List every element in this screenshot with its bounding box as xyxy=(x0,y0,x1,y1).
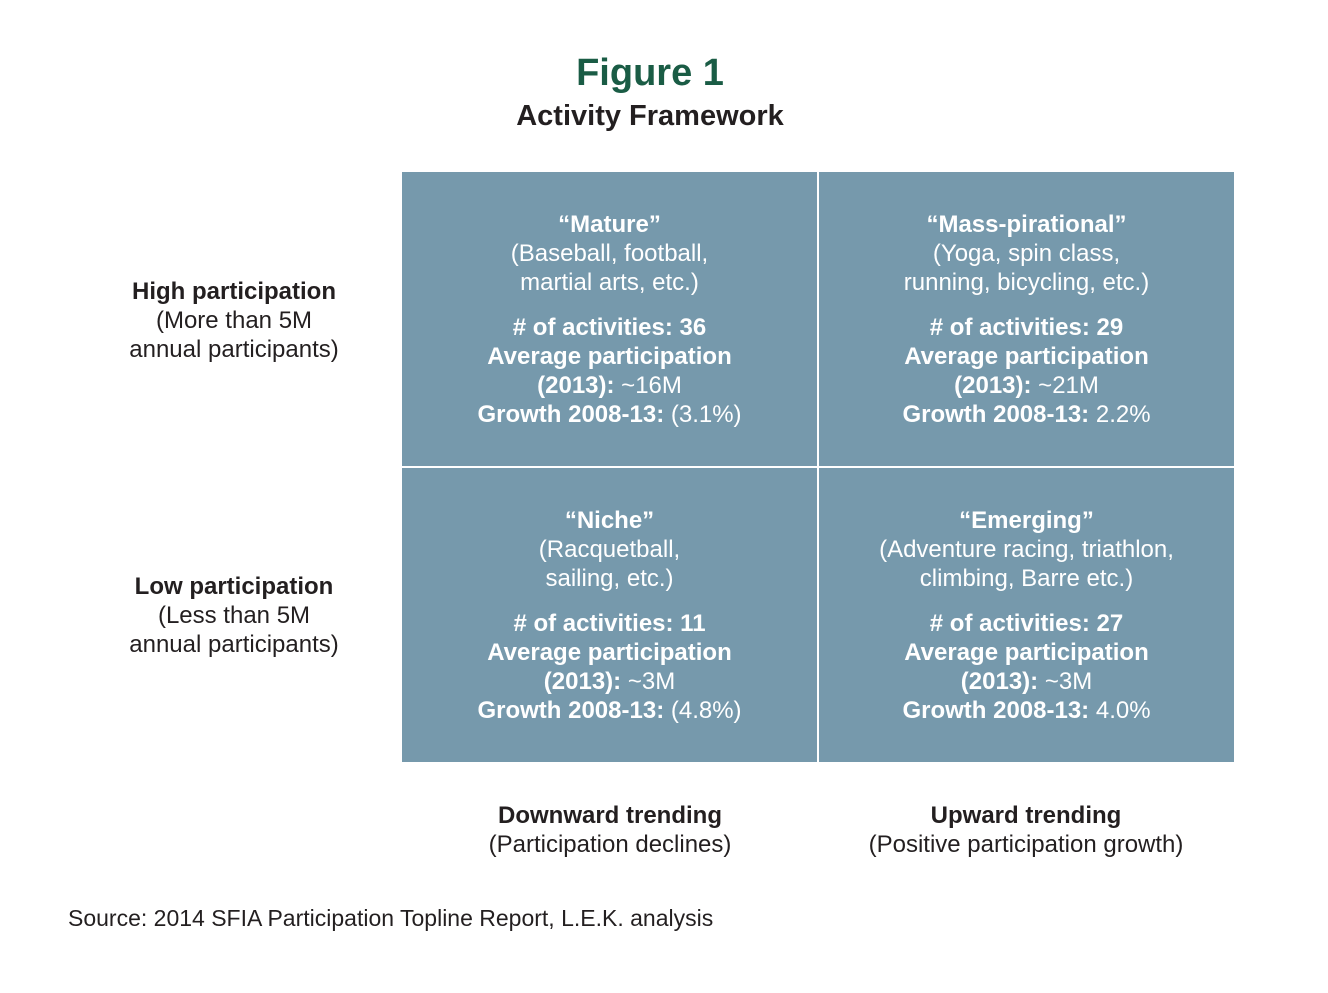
column-label-desc: (Participation declines) xyxy=(488,831,732,858)
row-label-title: High participation xyxy=(132,278,336,305)
quadrant-name: “Niche” xyxy=(564,506,655,534)
row-label-line: (More than 5M xyxy=(155,307,313,334)
quadrant-activities: # of activities: 36 xyxy=(512,313,707,341)
quadrant-growth-value: (3.1%) xyxy=(670,400,742,428)
row-label-line: (Less than 5M xyxy=(157,602,311,629)
quadrant-examples: (Baseball, football, xyxy=(510,239,709,267)
figure-subtitle: Activity Framework xyxy=(516,100,784,132)
quadrant-name: “Emerging” xyxy=(959,506,1094,534)
quadrant-growth-value: 2.2% xyxy=(1095,400,1151,428)
quadrant-activities: # of activities: 11 xyxy=(513,609,706,637)
quadrant-avg-label: Average participation xyxy=(487,342,732,370)
quadrant-avg-label: (2013): xyxy=(960,667,1039,695)
quadrant-avg xyxy=(537,371,682,400)
column-label-title: Upward trending xyxy=(930,802,1122,829)
quadrant-avg-value: ~3M xyxy=(1044,667,1093,695)
quadrant-grid xyxy=(402,172,1235,762)
column-label-downward xyxy=(430,801,790,859)
quadrant-mass-pirational xyxy=(819,172,1234,466)
quadrant-growth-value: (4.8%) xyxy=(670,696,742,724)
quadrant-avg xyxy=(961,667,1092,696)
row-label-high xyxy=(80,277,388,364)
quadrant-avg-label: Average participation xyxy=(904,342,1149,370)
quadrant-activities: # of activities: 27 xyxy=(929,609,1124,637)
quadrant-growth xyxy=(477,696,741,725)
quadrant-avg-label: (2013): xyxy=(537,371,615,399)
quadrant-growth xyxy=(477,400,741,429)
quadrant-examples: running, bicycling, etc.) xyxy=(903,268,1150,296)
quadrant-avg-value: ~21M xyxy=(1038,371,1099,399)
quadrant-growth-label: Growth 2008-13: xyxy=(477,400,665,428)
row-label-line: annual participants) xyxy=(129,336,339,363)
column-label-upward xyxy=(836,801,1216,859)
source-note: Source: 2014 SFIA Participation Topline Report, L.E.K. analysis xyxy=(68,905,714,931)
quadrant-name: “Mass-pirational” xyxy=(926,210,1127,238)
quadrant-avg-value: ~16M xyxy=(621,371,682,399)
row-label-low xyxy=(80,572,388,659)
quadrant-examples: (Yoga, spin class, xyxy=(932,239,1121,267)
quadrant-examples: climbing, Barre etc.) xyxy=(919,564,1134,592)
quadrant-growth-label: Growth 2008-13: xyxy=(902,696,1090,724)
column-label-title: Downward trending xyxy=(498,802,722,829)
column-label-desc: (Positive participation growth) xyxy=(868,831,1184,858)
quadrant-avg-label: (2013): xyxy=(543,667,622,695)
quadrant-examples: (Adventure racing, triathlon, xyxy=(879,535,1174,563)
quadrant-avg-label: Average participation xyxy=(904,638,1149,666)
quadrant-avg-label: (2013): xyxy=(954,371,1032,399)
row-label-line: annual participants) xyxy=(129,631,339,658)
quadrant-name: “Mature” xyxy=(558,210,661,238)
quadrant-niche xyxy=(402,468,817,762)
quadrant-growth xyxy=(902,696,1150,725)
quadrant-emerging xyxy=(819,468,1234,762)
quadrant-mature xyxy=(402,172,817,466)
figure-title: Figure 1 xyxy=(576,52,724,94)
quadrant-avg-label: Average participation xyxy=(487,638,732,666)
quadrant-growth-label: Growth 2008-13: xyxy=(477,696,665,724)
quadrant-avg xyxy=(954,371,1099,400)
quadrant-growth xyxy=(902,400,1150,429)
quadrant-examples: (Racquetball, xyxy=(538,535,681,563)
row-label-title: Low participation xyxy=(134,573,334,600)
quadrant-examples: sailing, etc.) xyxy=(545,564,674,592)
quadrant-avg xyxy=(544,667,675,696)
quadrant-avg-value: ~3M xyxy=(627,667,676,695)
quadrant-activities: # of activities: 29 xyxy=(929,313,1124,341)
quadrant-growth-value: 4.0% xyxy=(1095,696,1151,724)
quadrant-growth-label: Growth 2008-13: xyxy=(902,400,1090,428)
quadrant-examples: martial arts, etc.) xyxy=(520,268,699,296)
